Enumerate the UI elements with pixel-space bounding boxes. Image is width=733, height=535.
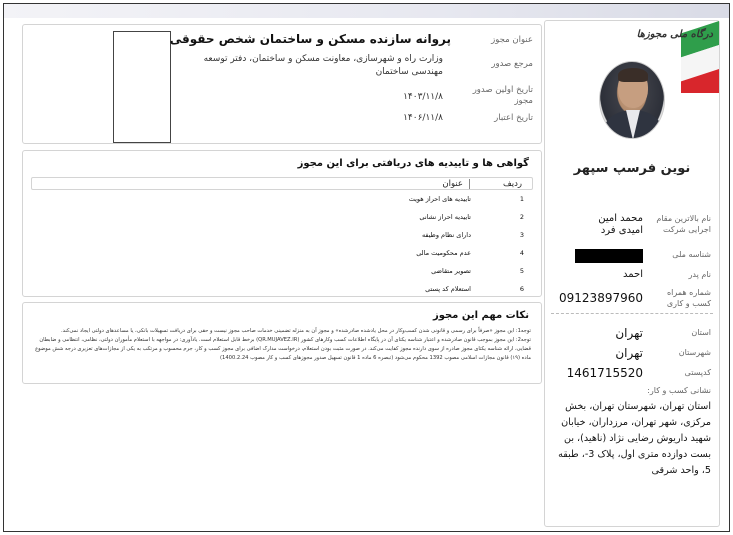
notes-panel — [22, 302, 542, 384]
approvals-table-header — [31, 177, 533, 190]
col-index: ردیف — [502, 179, 522, 189]
table-row: 2 تاییدیه احراز نشانی — [419, 213, 525, 221]
redacted-national-id — [575, 249, 643, 263]
photo-placeholder — [113, 31, 171, 143]
note-2: توجه2: این مجوز بموجب قانون صادرشده و اعتبار شناسه یکتای آن در پایگاه اطلاعات کسب وکارهای کشور (QR.MUJAVEZ.IR) برخط قابل استعلام است. یادآوری: در مواجهه با استعلام مأموران دولتی، نظامی، انتظامی و ضابطان قضایی، ارائه شناسه یکتای مجوز صادره از سوی دارنده مجوز کفایت می‌کند. در صورت مثبت بودن استعلام، درخواست مدارک اضافی برای مجوز کسب و کار، جرم محسوب و مرتکب به یکی از مجازات‌های تعزیری درجه شش موضوع ماده (۱۹) قانون مجازات اسلامی مصوب 1392 محکوم می‌شود (تبصره 6 ماده 1 قانون تسهیل صدور مجوزهای کسب و کار مصوب 1400.2.24) — [35, 337, 531, 361]
ceo-name: محمد امین امیدی فرد — [598, 213, 643, 236]
issuer-value: وزارت راه و شهرسازی، معاونت مسکن و ساختمان، دفتر توسعه مهندسی ساختمان — [203, 54, 443, 77]
avatar — [599, 61, 665, 139]
top-band — [4, 4, 729, 18]
address-text: استان تهران، شهرستان تهران، بخش مرکزی، شهر تهران، مرزداران، خیابان شهید داریوش رضایی نژاد (ناهید)، بن بست دوازده متری اول، پلاک ‎-3، طبقه 5، واحد شرقی — [558, 401, 711, 476]
mobile-number: 09123897960 — [559, 291, 643, 305]
table-row: 3 دارای نظام وظیفه — [421, 231, 525, 239]
expiry-date: ۱۴۰۶/۱۱/۸ — [403, 113, 443, 123]
note-1: توجه1: این مجوز «صرفاً برای رسمی و قانونی شدن کسب‌وکار در محل یادشده صادرشده» و مجوز آن به منزله تضمینی خدمات صاحب مجوز نیست و حقی برای دریافت تسهیلات بانکی، یا مساعدهای دولتی ایجاد نمی‌کند. — [61, 328, 531, 334]
license-info-panel: پروانه سازنده مسکن و ساختمان شخص حقوقی عنوان مجوز مرجع صدور وزارت راه و شهرسازی، معاونت مسکن و ساختمان، دفتر توسعه مهندسی ساختمان تاریخ اولین صدور مجوز ۱۴۰۳/۱۱/۸ تاریخ اعتبار ۱۴۰۶/۱۱/۸ — [22, 24, 542, 144]
license-title: پروانه سازنده مسکن و ساختمان شخص حقوقی — [169, 32, 451, 46]
company-name: نوین فرسپ سپهر — [573, 161, 691, 176]
city-value: تهران — [615, 346, 643, 360]
postal-code: 1461715520 — [566, 366, 643, 380]
license-document — [3, 3, 730, 532]
father-name: احمد — [623, 269, 643, 280]
notes-text — [33, 327, 531, 363]
approvals-panel — [22, 150, 542, 297]
profile-sidebar: درگاه ملی مجوزها نوین فرسپ سپهر نام بالاترین مقام اجرایی شرکت محمد امین امیدی فرد شناسه ملی نام پدر احمد شماره همراه کسب و کاری 09123897960 استان تهران شهرستان تهران کدپستی 1461715520 نشانی کسب و کار: استان تهران، شهرستان تهران، بخش مرکزی، شهر تهران، مرزداران، خیابان شهید داریوش رضایی نژاد (ناهید)، بن بست دوازده متری اول، پلاک ‎-3، طبقه 5، واحد شرقی — [544, 20, 720, 527]
province-value: تهران — [615, 326, 643, 340]
divider — [551, 313, 713, 314]
col-title: عنوان — [442, 179, 470, 189]
brand-logo: درگاه ملی مجوزها — [636, 29, 713, 40]
table-row: 1 تاییدیه های احراز هویت — [408, 195, 525, 203]
table-row: 4 عدم محکومیت مالی — [416, 249, 525, 257]
table-row: 6 استعلام کد پستی — [425, 285, 525, 293]
approvals-table — [31, 177, 533, 298]
first-issue-date: ۱۴۰۳/۱۱/۸ — [403, 92, 443, 102]
approvals-title: گواهی ها و تاییدیه های دریافتی برای این مجوز — [297, 158, 529, 169]
table-row: 5 تصویر متقاضی — [431, 267, 525, 275]
notes-title: نکات مهم این مجوز — [432, 310, 529, 321]
